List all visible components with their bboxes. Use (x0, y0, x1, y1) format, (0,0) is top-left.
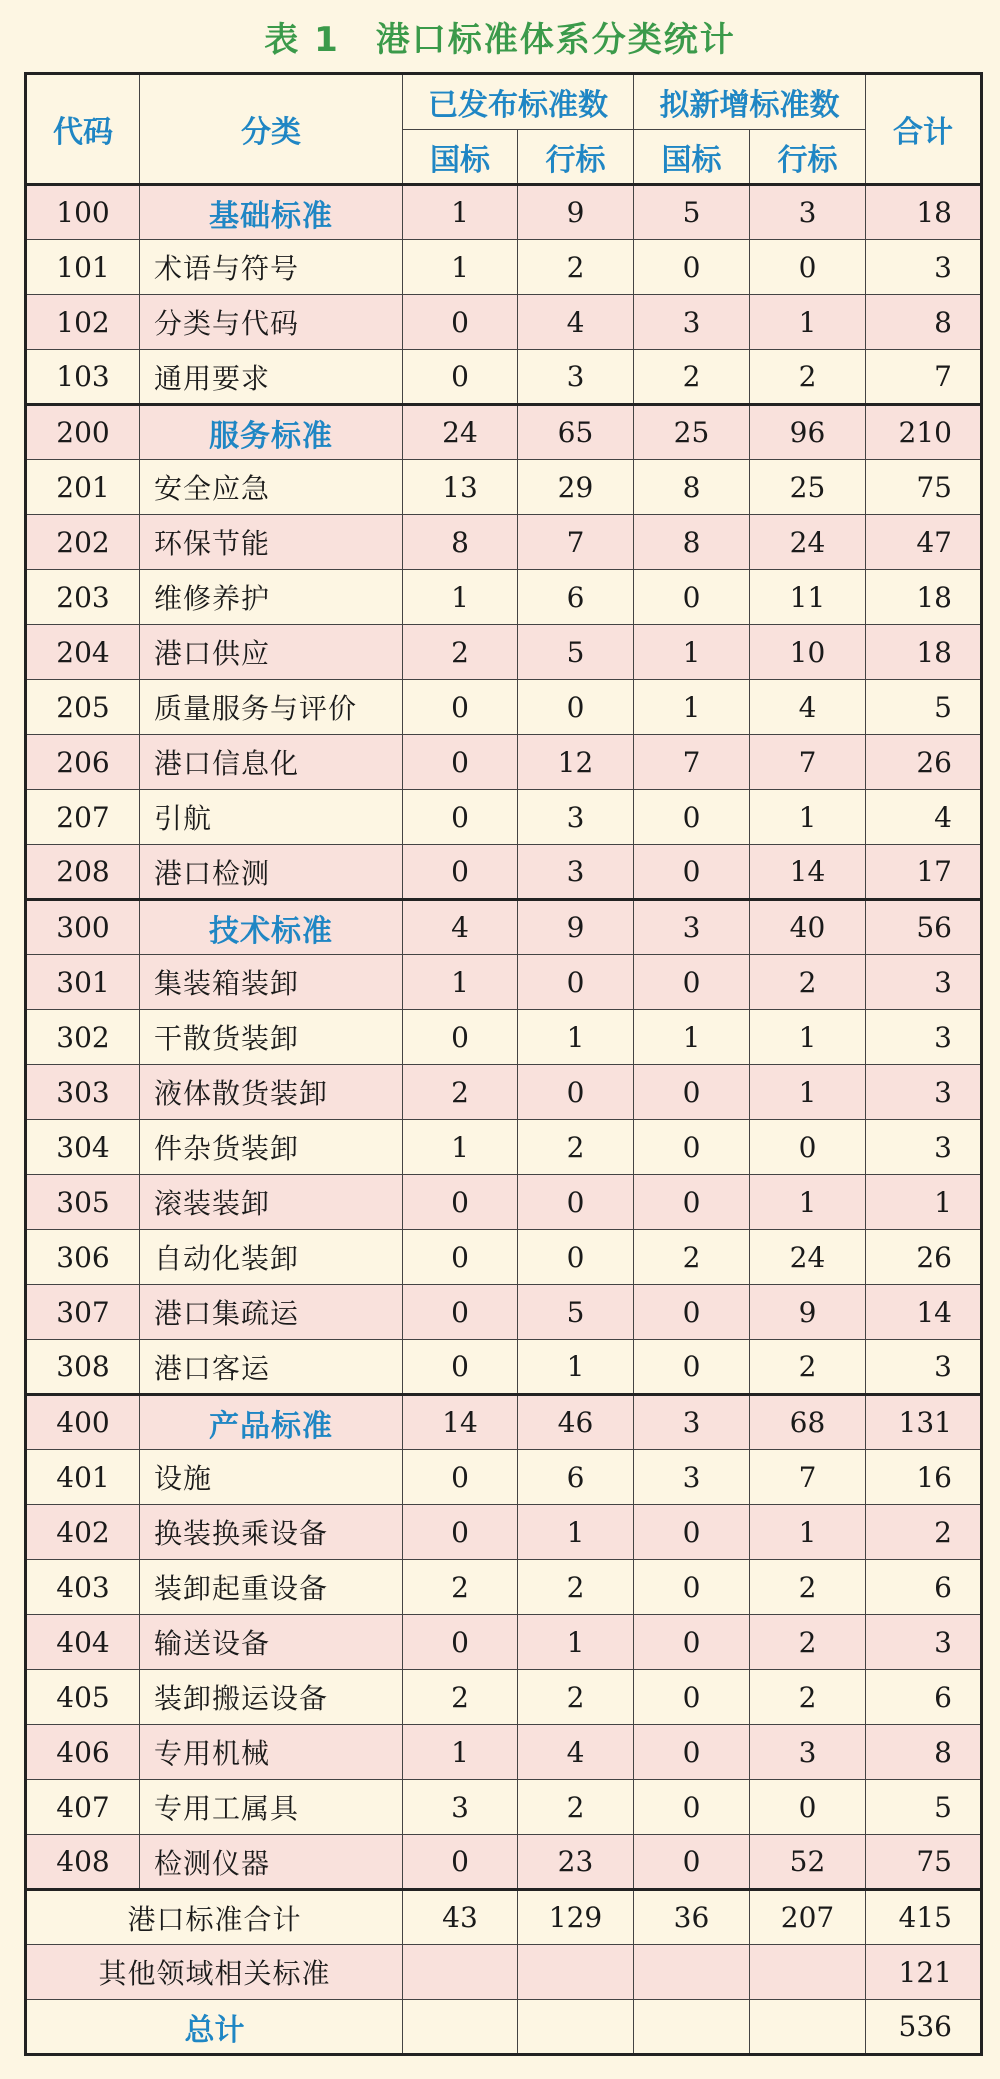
code-cell: 403 (26, 1560, 140, 1615)
table-row (26, 1230, 982, 1285)
table-row (26, 1780, 982, 1835)
table-row (26, 680, 982, 735)
value-cell: 1 (750, 1065, 866, 1120)
value-cell: 65 (518, 405, 634, 460)
category-name-cell: 技术标准 (140, 900, 403, 955)
name-cell: 引航 (140, 790, 403, 845)
header-planned-industry: 行标 (750, 130, 866, 185)
value-cell: 12 (518, 735, 634, 790)
value-cell: 3 (403, 1780, 518, 1835)
value-cell: 4 (518, 1725, 634, 1780)
value-cell: 0 (403, 1450, 518, 1505)
value-cell: 0 (634, 1615, 750, 1670)
name-cell: 装卸起重设备 (140, 1560, 403, 1615)
value-cell: 2 (518, 1670, 634, 1725)
value-cell: 11 (750, 570, 866, 625)
value-cell: 9 (518, 900, 634, 955)
grand-cell (518, 2000, 634, 2055)
name-cell: 通用要求 (140, 350, 403, 405)
value-cell: 52 (750, 1835, 866, 1890)
code-cell: 206 (26, 735, 140, 790)
standards-table (24, 72, 983, 2056)
value-cell: 0 (750, 1120, 866, 1175)
value-cell: 0 (518, 955, 634, 1010)
header-published: 已发布标准数 (403, 74, 634, 130)
value-cell: 14 (750, 845, 866, 900)
value-cell: 25 (634, 405, 750, 460)
total-cell: 3 (866, 955, 982, 1010)
code-cell: 203 (26, 570, 140, 625)
value-cell: 0 (634, 1670, 750, 1725)
table-row (26, 350, 982, 405)
table-row (26, 1670, 982, 1725)
table-row (26, 625, 982, 680)
category-row (26, 900, 982, 955)
total-cell: 14 (866, 1285, 982, 1340)
code-cell: 208 (26, 845, 140, 900)
total-cell: 17 (866, 845, 982, 900)
value-cell: 0 (403, 1175, 518, 1230)
name-cell: 港口信息化 (140, 735, 403, 790)
value-cell: 40 (750, 900, 866, 955)
name-cell: 专用工属具 (140, 1780, 403, 1835)
value-cell: 0 (403, 1230, 518, 1285)
value-cell: 2 (403, 1670, 518, 1725)
total-cell: 3 (866, 1010, 982, 1065)
value-cell: 0 (634, 570, 750, 625)
value-cell: 2 (403, 1560, 518, 1615)
code-cell: 402 (26, 1505, 140, 1560)
grand-cell (750, 2000, 866, 2055)
value-cell: 46 (518, 1395, 634, 1450)
code-cell: 306 (26, 1230, 140, 1285)
value-cell: 5 (634, 185, 750, 240)
value-cell: 1 (750, 1010, 866, 1065)
total-cell: 75 (866, 1835, 982, 1890)
code-cell: 305 (26, 1175, 140, 1230)
value-cell: 0 (634, 1505, 750, 1560)
port-sum-cell: 43 (403, 1890, 518, 1945)
table-row (26, 790, 982, 845)
value-cell: 2 (403, 625, 518, 680)
table-row (26, 1175, 982, 1230)
code-cell: 404 (26, 1615, 140, 1670)
code-cell: 405 (26, 1670, 140, 1725)
value-cell: 2 (634, 350, 750, 405)
code-cell: 308 (26, 1340, 140, 1395)
code-cell: 101 (26, 240, 140, 295)
grand-total-label: 总计 (26, 2000, 403, 2055)
total-cell: 47 (866, 515, 982, 570)
code-cell: 201 (26, 460, 140, 515)
name-cell: 维修养护 (140, 570, 403, 625)
value-cell: 1 (403, 240, 518, 295)
name-cell: 港口集疏运 (140, 1285, 403, 1340)
name-cell: 安全应急 (140, 460, 403, 515)
value-cell: 0 (634, 1560, 750, 1615)
code-cell: 400 (26, 1395, 140, 1450)
port-sum-cell: 36 (634, 1890, 750, 1945)
value-cell: 24 (750, 515, 866, 570)
total-cell: 210 (866, 405, 982, 460)
value-cell: 1 (403, 955, 518, 1010)
value-cell: 4 (518, 295, 634, 350)
other-cell (403, 1945, 518, 2000)
name-cell: 港口供应 (140, 625, 403, 680)
total-cell: 16 (866, 1450, 982, 1505)
total-cell: 6 (866, 1670, 982, 1725)
table-row (26, 1505, 982, 1560)
value-cell: 3 (750, 1725, 866, 1780)
value-cell: 1 (634, 1010, 750, 1065)
other-cell (518, 1945, 634, 2000)
other-row (26, 1945, 982, 2000)
name-cell: 集装箱装卸 (140, 955, 403, 1010)
header-planned: 拟新增标准数 (634, 74, 866, 130)
name-cell: 环保节能 (140, 515, 403, 570)
table-row (26, 735, 982, 790)
header-planned-national: 国标 (634, 130, 750, 185)
table-footer (26, 1890, 982, 2055)
value-cell: 5 (518, 625, 634, 680)
value-cell: 9 (750, 1285, 866, 1340)
port-sum-total: 415 (866, 1890, 982, 1945)
value-cell: 1 (518, 1340, 634, 1395)
category-name-cell: 产品标准 (140, 1395, 403, 1450)
header-published-national: 国标 (403, 130, 518, 185)
value-cell: 1 (750, 295, 866, 350)
total-cell: 5 (866, 1780, 982, 1835)
value-cell: 0 (403, 1615, 518, 1670)
name-cell: 专用机械 (140, 1725, 403, 1780)
other-total: 121 (866, 1945, 982, 2000)
value-cell: 3 (634, 900, 750, 955)
table-row (26, 515, 982, 570)
value-cell: 0 (634, 1175, 750, 1230)
value-cell: 0 (518, 680, 634, 735)
value-cell: 3 (750, 185, 866, 240)
value-cell: 1 (403, 1725, 518, 1780)
code-cell: 207 (26, 790, 140, 845)
table-row (26, 955, 982, 1010)
value-cell: 2 (750, 1560, 866, 1615)
code-cell: 300 (26, 900, 140, 955)
value-cell: 1 (403, 570, 518, 625)
table-row (26, 1285, 982, 1340)
value-cell: 23 (518, 1835, 634, 1890)
value-cell: 0 (634, 955, 750, 1010)
code-cell: 103 (26, 350, 140, 405)
name-cell: 术语与符号 (140, 240, 403, 295)
value-cell: 0 (634, 790, 750, 845)
value-cell: 0 (750, 240, 866, 295)
total-cell: 56 (866, 900, 982, 955)
grand-total-row (26, 2000, 982, 2055)
category-row (26, 185, 982, 240)
value-cell: 4 (403, 900, 518, 955)
value-cell: 0 (403, 350, 518, 405)
other-label: 其他领域相关标准 (26, 1945, 403, 2000)
value-cell: 3 (518, 790, 634, 845)
other-cell (750, 1945, 866, 2000)
value-cell: 2 (750, 350, 866, 405)
code-cell: 205 (26, 680, 140, 735)
value-cell: 0 (403, 295, 518, 350)
value-cell: 3 (518, 350, 634, 405)
total-cell: 3 (866, 240, 982, 295)
category-row (26, 1395, 982, 1450)
value-cell: 0 (403, 735, 518, 790)
table-row (26, 1450, 982, 1505)
code-cell: 204 (26, 625, 140, 680)
value-cell: 2 (518, 1120, 634, 1175)
code-cell: 200 (26, 405, 140, 460)
code-cell: 307 (26, 1285, 140, 1340)
value-cell: 7 (750, 1450, 866, 1505)
value-cell: 0 (634, 1065, 750, 1120)
name-cell: 装卸搬运设备 (140, 1670, 403, 1725)
table-row (26, 1120, 982, 1175)
value-cell: 1 (750, 1505, 866, 1560)
total-cell: 4 (866, 790, 982, 845)
table-row (26, 295, 982, 350)
code-cell: 301 (26, 955, 140, 1010)
category-row (26, 405, 982, 460)
name-cell: 输送设备 (140, 1615, 403, 1670)
table-row (26, 460, 982, 515)
port-sum-label: 港口标准合计 (26, 1890, 403, 1945)
value-cell: 0 (403, 680, 518, 735)
value-cell: 25 (750, 460, 866, 515)
value-cell: 3 (634, 1450, 750, 1505)
table-row (26, 1065, 982, 1120)
name-cell: 液体散货装卸 (140, 1065, 403, 1120)
value-cell: 9 (518, 185, 634, 240)
value-cell: 0 (634, 1780, 750, 1835)
total-cell: 2 (866, 1505, 982, 1560)
total-cell: 3 (866, 1065, 982, 1120)
value-cell: 1 (403, 185, 518, 240)
value-cell: 0 (518, 1230, 634, 1285)
total-cell: 5 (866, 680, 982, 735)
value-cell: 6 (518, 570, 634, 625)
value-cell: 6 (518, 1450, 634, 1505)
code-cell: 407 (26, 1780, 140, 1835)
total-cell: 8 (866, 295, 982, 350)
table-row (26, 240, 982, 295)
code-cell: 406 (26, 1725, 140, 1780)
value-cell: 0 (403, 1285, 518, 1340)
other-cell (634, 1945, 750, 2000)
value-cell: 0 (403, 1835, 518, 1890)
value-cell: 3 (518, 845, 634, 900)
value-cell: 2 (750, 1615, 866, 1670)
grand-cell (634, 2000, 750, 2055)
table-row (26, 1340, 982, 1395)
total-cell: 75 (866, 460, 982, 515)
value-cell: 4 (750, 680, 866, 735)
value-cell: 0 (634, 1835, 750, 1890)
category-name-cell: 基础标准 (140, 185, 403, 240)
port-sum-row (26, 1890, 982, 1945)
value-cell: 8 (634, 460, 750, 515)
table-title: 表 1 港口标准体系分类统计 (264, 20, 736, 60)
value-cell: 0 (403, 790, 518, 845)
value-cell: 24 (750, 1230, 866, 1285)
value-cell: 1 (518, 1615, 634, 1670)
port-sum-cell: 207 (750, 1890, 866, 1945)
value-cell: 2 (750, 1340, 866, 1395)
total-cell: 1 (866, 1175, 982, 1230)
value-cell: 1 (518, 1010, 634, 1065)
value-cell: 0 (634, 1725, 750, 1780)
value-cell: 10 (750, 625, 866, 680)
total-cell: 18 (866, 185, 982, 240)
name-cell: 件杂货装卸 (140, 1120, 403, 1175)
total-cell: 26 (866, 1230, 982, 1285)
code-cell: 304 (26, 1120, 140, 1175)
value-cell: 0 (518, 1065, 634, 1120)
port-sum-cell: 129 (518, 1890, 634, 1945)
value-cell: 2 (518, 1780, 634, 1835)
value-cell: 7 (518, 515, 634, 570)
table-row (26, 1835, 982, 1890)
value-cell: 1 (403, 1120, 518, 1175)
total-cell: 3 (866, 1120, 982, 1175)
value-cell: 1 (634, 625, 750, 680)
value-cell: 96 (750, 405, 866, 460)
value-cell: 2 (634, 1230, 750, 1285)
value-cell: 0 (403, 1340, 518, 1395)
name-cell: 质量服务与评价 (140, 680, 403, 735)
value-cell: 2 (518, 240, 634, 295)
header-code: 代码 (26, 74, 140, 185)
table-header (26, 74, 982, 185)
total-cell: 3 (866, 1340, 982, 1395)
name-cell: 滚装装卸 (140, 1175, 403, 1230)
value-cell: 1 (750, 1175, 866, 1230)
total-cell: 6 (866, 1560, 982, 1615)
header-published-industry: 行标 (518, 130, 634, 185)
value-cell: 1 (518, 1505, 634, 1560)
table-row (26, 1560, 982, 1615)
value-cell: 0 (518, 1175, 634, 1230)
table-row (26, 1725, 982, 1780)
value-cell: 0 (634, 1285, 750, 1340)
value-cell: 24 (403, 405, 518, 460)
table-row (26, 1615, 982, 1670)
value-cell: 8 (634, 515, 750, 570)
name-cell: 设施 (140, 1450, 403, 1505)
value-cell: 1 (750, 790, 866, 845)
name-cell: 换装换乘设备 (140, 1505, 403, 1560)
total-cell: 131 (866, 1395, 982, 1450)
value-cell: 7 (750, 735, 866, 790)
code-cell: 303 (26, 1065, 140, 1120)
value-cell: 2 (750, 955, 866, 1010)
value-cell: 29 (518, 460, 634, 515)
grand-total-value: 536 (866, 2000, 982, 2055)
value-cell: 0 (634, 845, 750, 900)
total-cell: 18 (866, 625, 982, 680)
name-cell: 自动化装卸 (140, 1230, 403, 1285)
value-cell: 0 (634, 1120, 750, 1175)
value-cell: 14 (403, 1395, 518, 1450)
value-cell: 3 (634, 295, 750, 350)
value-cell: 0 (634, 1340, 750, 1395)
name-cell: 分类与代码 (140, 295, 403, 350)
category-name-cell: 服务标准 (140, 405, 403, 460)
code-cell: 202 (26, 515, 140, 570)
value-cell: 0 (403, 1010, 518, 1065)
header-total: 合计 (866, 74, 982, 185)
total-cell: 7 (866, 350, 982, 405)
name-cell: 港口检测 (140, 845, 403, 900)
value-cell: 0 (403, 1505, 518, 1560)
grand-cell (403, 2000, 518, 2055)
value-cell: 5 (518, 1285, 634, 1340)
code-cell: 302 (26, 1010, 140, 1065)
header-category: 分类 (140, 74, 403, 185)
code-cell: 408 (26, 1835, 140, 1890)
value-cell: 0 (634, 240, 750, 295)
value-cell: 2 (403, 1065, 518, 1120)
value-cell: 1 (634, 680, 750, 735)
name-cell: 检测仪器 (140, 1835, 403, 1890)
table-row (26, 845, 982, 900)
value-cell: 2 (518, 1560, 634, 1615)
total-cell: 3 (866, 1615, 982, 1670)
code-cell: 102 (26, 295, 140, 350)
name-cell: 港口客运 (140, 1340, 403, 1395)
table-row (26, 1010, 982, 1065)
value-cell: 8 (403, 515, 518, 570)
code-cell: 100 (26, 185, 140, 240)
table-row (26, 570, 982, 625)
table-body (26, 185, 982, 1890)
total-cell: 26 (866, 735, 982, 790)
total-cell: 8 (866, 1725, 982, 1780)
value-cell: 68 (750, 1395, 866, 1450)
value-cell: 7 (634, 735, 750, 790)
value-cell: 2 (750, 1670, 866, 1725)
value-cell: 0 (750, 1780, 866, 1835)
value-cell: 13 (403, 460, 518, 515)
name-cell: 干散货装卸 (140, 1010, 403, 1065)
code-cell: 401 (26, 1450, 140, 1505)
value-cell: 0 (403, 845, 518, 900)
value-cell: 3 (634, 1395, 750, 1450)
standards-table-wrapper (24, 72, 980, 2056)
total-cell: 18 (866, 570, 982, 625)
